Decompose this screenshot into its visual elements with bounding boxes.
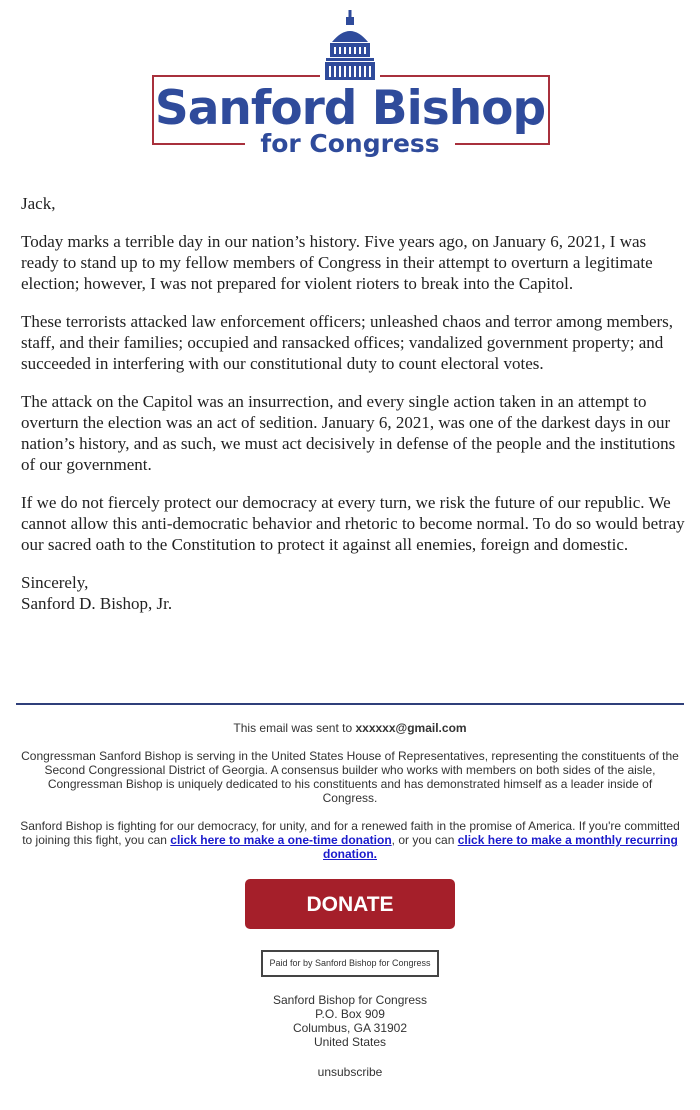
paragraph: These terrorists attacked law enforcement officers; unleashed chaos and terror among members, staff, and their families; occupied and ransacked offices; vandalized government property; and succeeded in interfering with our constitutional duty to count electoral votes. — [21, 312, 674, 373]
recipient-email: xxxxxx@gmail.com — [355, 721, 467, 735]
appeal-text: , or you can — [391, 833, 458, 847]
appeal-text: Sanford Bishop is fighting for our democracy, for unity, and for a renewed faith in the promise of America. If you're committed to joining this fight, you can — [20, 819, 680, 847]
paid-for-disclaimer: Paid for by Sanford Bishop for Congress — [261, 950, 438, 977]
bio: Congressman Sanford Bishop is serving in the United States House of Representatives, representing the constituents of the Second Congressional District of Georgia. A consensus builder who works with members on both sides of the aisle, Congressman Bishop is uniquely dedicated to his constituents and has demonstrated himself as a leader inside of Congress. — [21, 749, 679, 805]
address-line: Columbus, GA 31902 — [292, 1021, 408, 1035]
paragraph: The attack on the Capitol was an insurrection, and every single action taken in an attempt to overturn the election was an act of sedition. January 6, 2021, was one of the darkest days in our nation’s history, and as such, we must act decisively in defense of the people and the institutions of our government. — [21, 392, 676, 474]
address-line: United States — [313, 1035, 387, 1049]
greeting: Jack, — [21, 194, 56, 213]
unsubscribe-link[interactable]: unsubscribe — [317, 1065, 383, 1079]
sent-to-label: This email was sent to — [233, 721, 356, 735]
one-time-donation-link[interactable]: click here to make a one-time donation — [170, 833, 392, 847]
signature: Sanford D. Bishop, Jr. — [21, 594, 173, 613]
divider — [16, 703, 684, 705]
monthly-donation-link[interactable]: click here to make a monthly recurring donation. — [323, 833, 678, 861]
address-line: Sanford Bishop for Congress — [272, 993, 428, 1007]
sent-to — [20, 721, 680, 735]
paragraph: If we do not fiercely protect our democracy at every turn, we risk the future of our republic. We cannot allow this anti-democratic behavior and rhetoric to become normal. To do so would betray our sacred oath to the Constitution to protect it against all enemies, foreign and domestic. — [21, 493, 685, 554]
sign-off — [21, 572, 686, 614]
logo-name: Sanford Bishop — [154, 81, 546, 136]
logo-subtitle: for Congress — [260, 129, 440, 158]
capitol-dome-icon — [322, 10, 378, 82]
paragraph: Today marks a terrible day in our nation’s history. Five years ago, on January 6, 2021, I was ready to stand up to my fellow members of Congress in their attempt to overturn a legitimate election; however, I was not prepared for violent rioters to break into the Capitol. — [21, 232, 653, 293]
donate-button[interactable]: DONATE — [245, 879, 455, 929]
appeal — [20, 819, 680, 861]
address-line: P.O. Box 909 — [315, 1007, 385, 1021]
campaign-logo — [150, 8, 550, 158]
closing: Sincerely, — [21, 573, 89, 592]
letter-body — [21, 193, 686, 631]
email-footer — [20, 721, 680, 1079]
mailing-address — [20, 993, 680, 1049]
